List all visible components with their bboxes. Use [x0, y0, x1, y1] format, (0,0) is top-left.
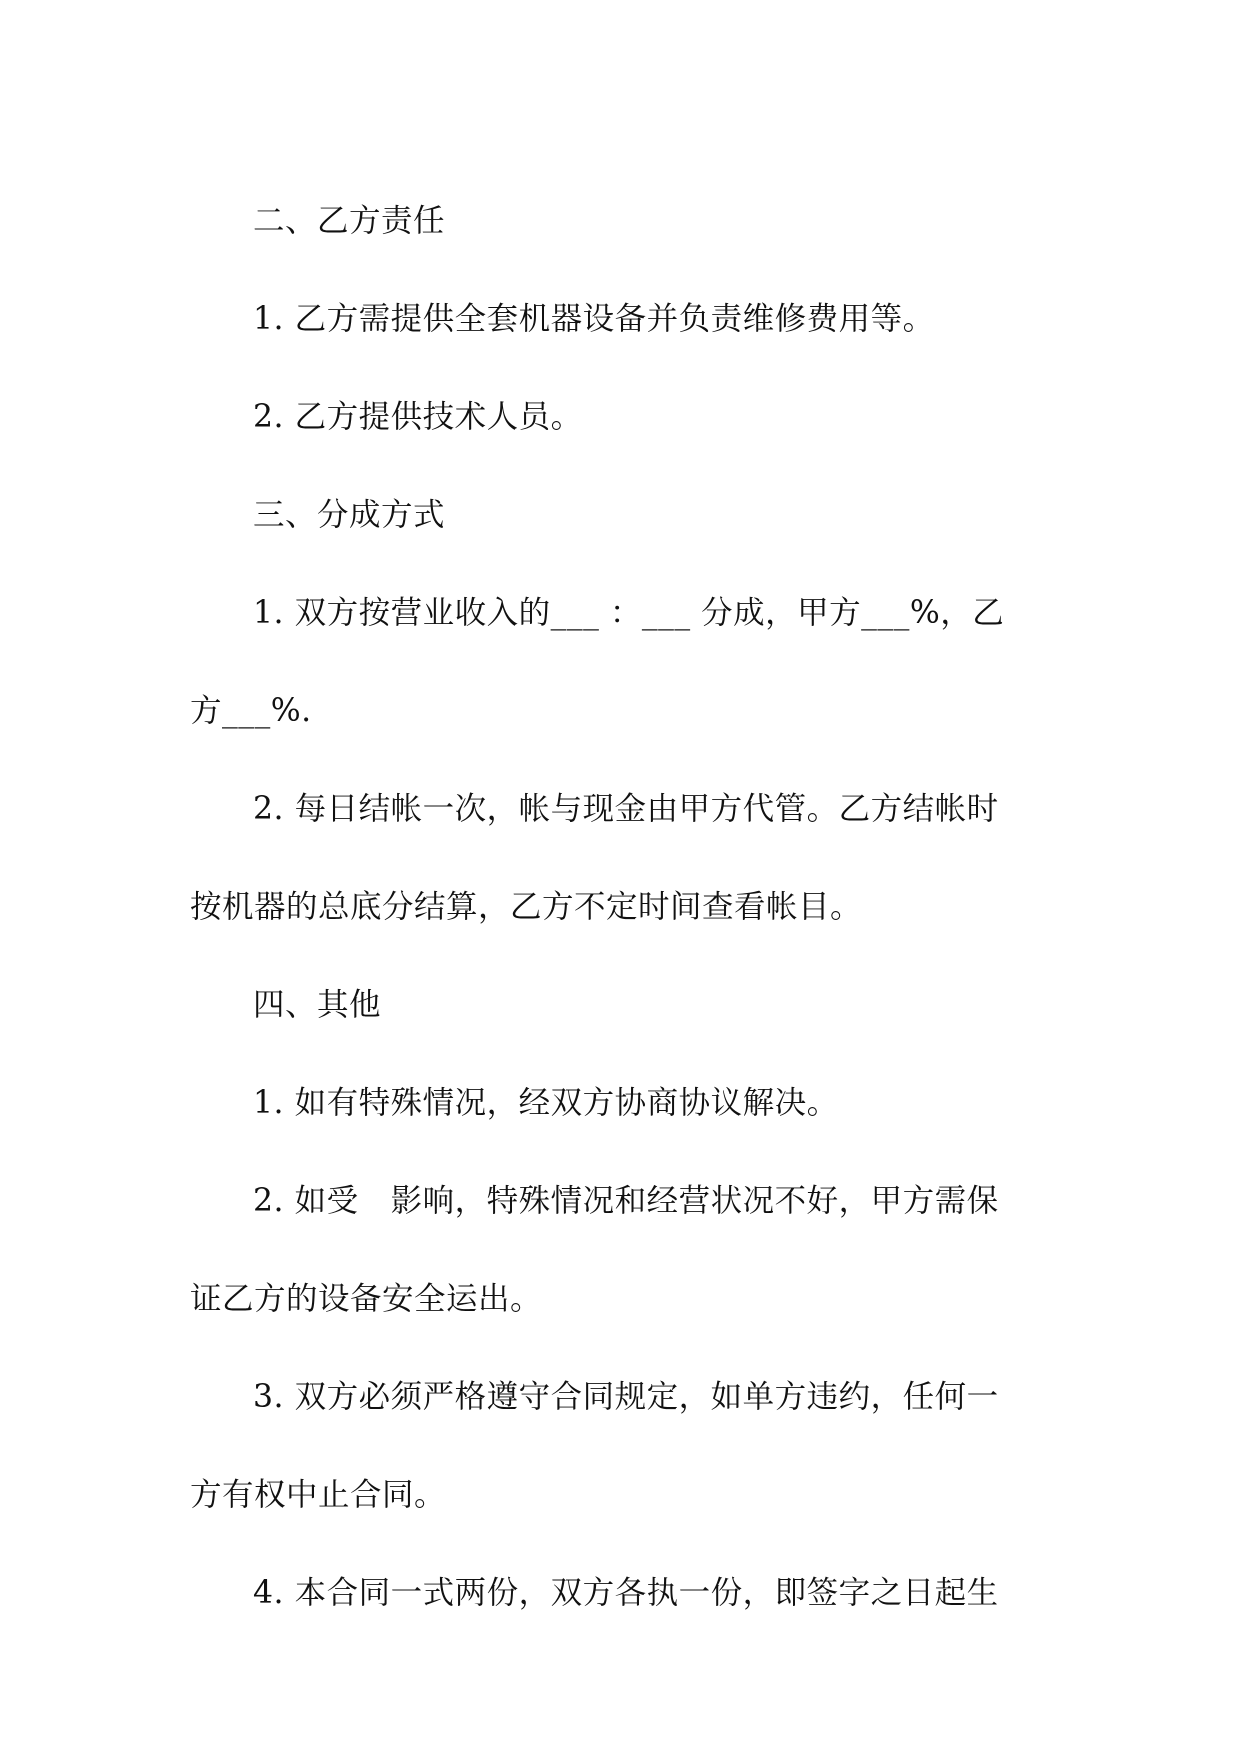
section-heading: 三、分成方式 [253, 497, 446, 533]
clause-paragraph: 1. 如有特殊情况，经双方协商协议解决。 [253, 1085, 839, 1121]
clause-paragraph: 2. 每日结帐一次，帐与现金由甲方代管。乙方结帐时按机器的总底分结算，乙方不定时间查看帐目。 [190, 791, 999, 925]
section-heading: 二、乙方责任 [253, 203, 446, 239]
clause-paragraph: 3. 双方必须严格遵守合同规定，如单方违约，任何一方有权中止合同。 [190, 1379, 999, 1513]
section-heading: 四、其他 [253, 987, 382, 1023]
clause-paragraph: 2. 乙方提供技术人员。 [253, 399, 583, 435]
clause-paragraph: 1. 乙方需提供全套机器设备并负责维修费用等。 [253, 301, 935, 337]
document-body [190, 172, 1028, 1642]
clause-paragraph: 1. 双方按营业收入的___ ：___ 分成，甲方___%，乙方___%. [190, 595, 1005, 729]
clause-paragraph: 4. 本合同一式两份，双方各执一份，即签字之日起生 [253, 1575, 999, 1611]
clause-paragraph: 2. 如受 影响，特殊情况和经营状况不好，甲方需保证乙方的设备安全运出。 [190, 1183, 999, 1317]
